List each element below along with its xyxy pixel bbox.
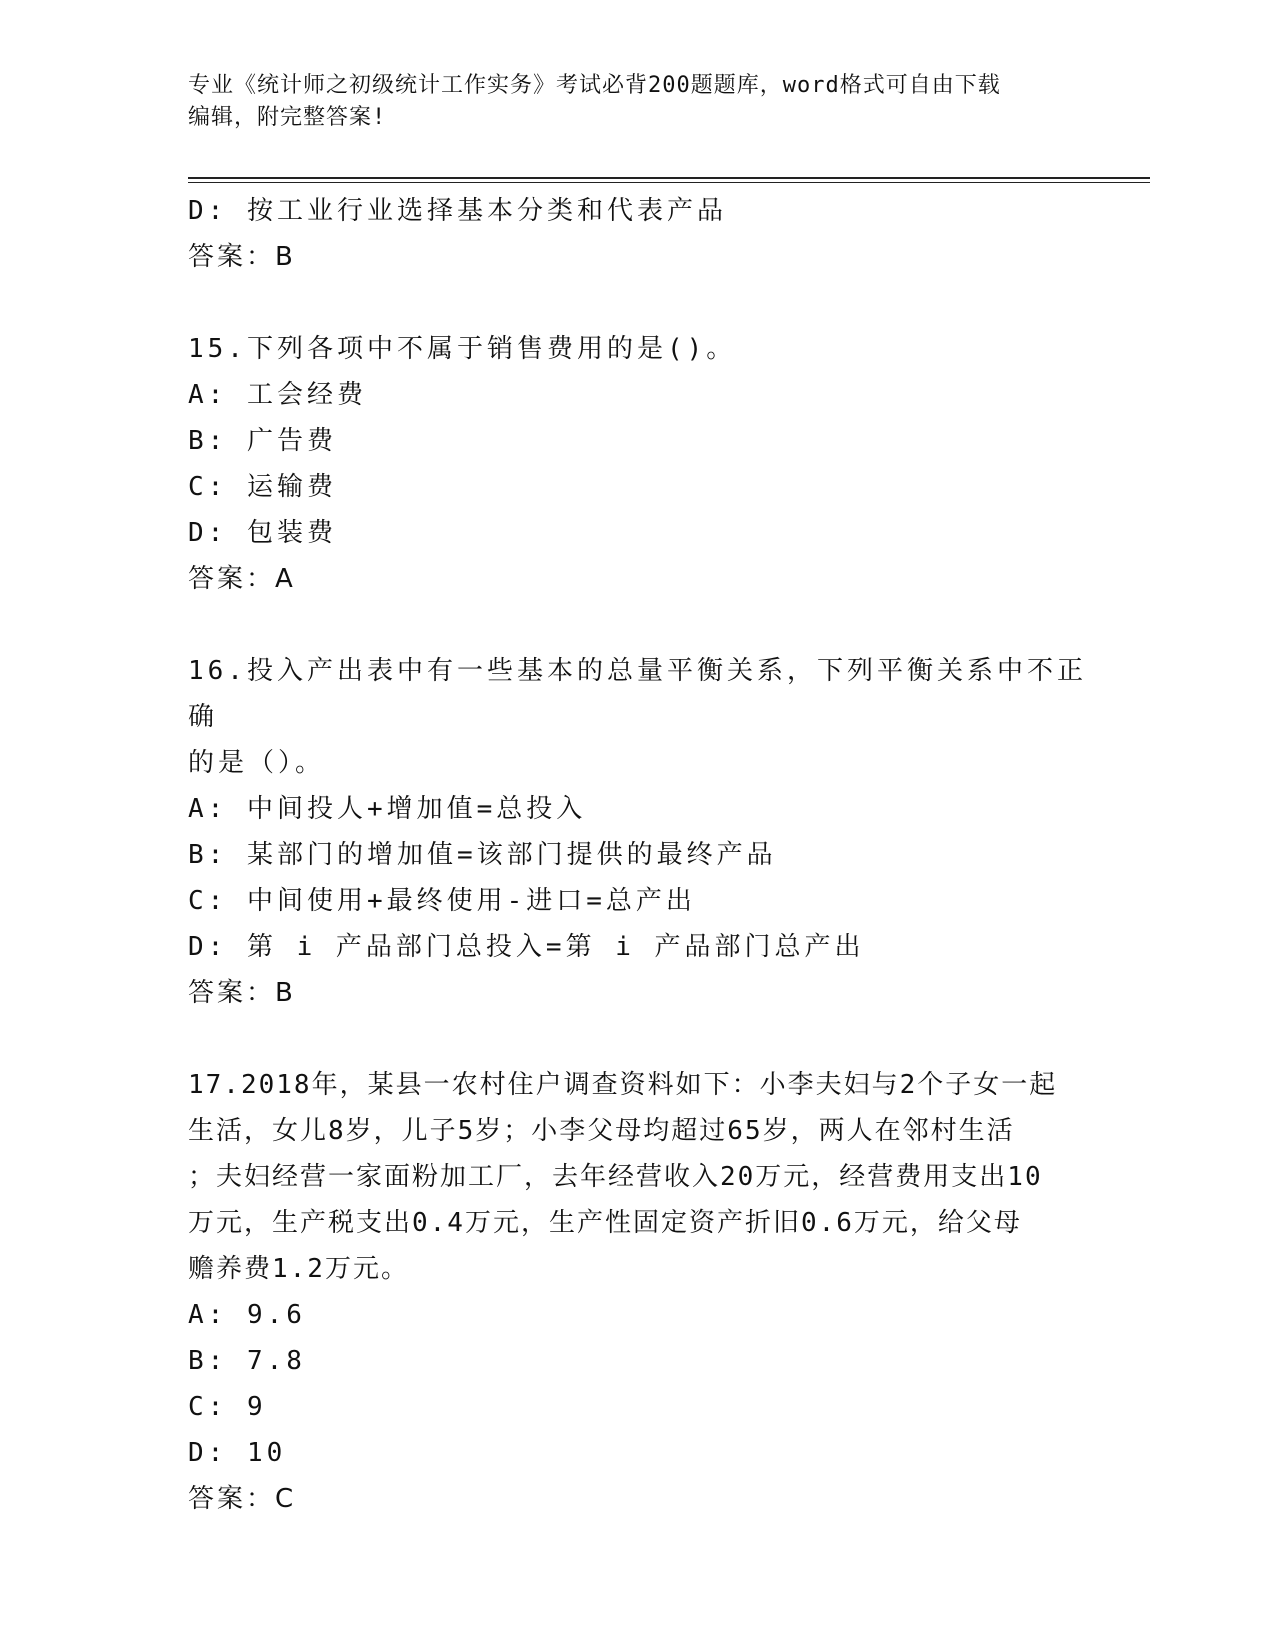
previous-question-tail <box>188 188 1088 280</box>
question-stem-line-3: ；夫妇经营一家面粉加工厂，去年经营收入20万元，经营费用支出10 <box>188 1162 1043 1192</box>
question-stem-line-4: 万元，生产税支出0.4万元，生产性固定资产折旧0.6万元，给父母 <box>188 1208 1022 1238</box>
answer-line: 答案：C <box>188 1484 297 1514</box>
answer-line: 答案：B <box>188 242 296 272</box>
option-b: B: 广告费 <box>188 426 337 456</box>
option-d: D: 包装费 <box>188 518 337 548</box>
option-a: A: 9.6 <box>188 1300 306 1330</box>
option-b: B: 7.8 <box>188 1346 306 1376</box>
option-c: C: 运输费 <box>188 472 337 502</box>
question-stem-line-1: 16.投入产出表中有一些基本的总量平衡关系，下列平衡关系中不正确 <box>188 656 1087 732</box>
question-15 <box>188 326 1088 602</box>
option-a: A: 工会经费 <box>188 380 367 410</box>
spacer <box>188 1016 1088 1062</box>
answer-line: 答案：B <box>188 978 296 1008</box>
header-divider-thin <box>188 182 1150 183</box>
question-stem-line-2: 生活，女儿8岁，儿子5岁；小李父母均超过65岁，两人在邻村生活 <box>188 1116 1015 1146</box>
option-b: B: 某部门的增加值=该部门提供的最终产品 <box>188 840 777 870</box>
option-c: C: 9 <box>188 1392 267 1422</box>
spacer <box>188 602 1088 648</box>
option-a: A: 中间投人+增加值=总投入 <box>188 794 587 824</box>
question-list <box>188 188 1088 1522</box>
question-stem-line-5: 赡养费1.2万元。 <box>188 1254 409 1284</box>
header-line-1: 专业《统计师之初级统计工作实务》考试必背200题题库，word格式可自由下载 <box>188 73 1001 98</box>
answer-line: 答案：A <box>188 564 296 594</box>
option-d: D: 按工业行业选择基本分类和代表产品 <box>188 196 727 226</box>
question-stem-line-2: 的是（）。 <box>188 748 326 778</box>
question-17 <box>188 1062 1088 1522</box>
question-16 <box>188 648 1088 1016</box>
spacer <box>188 280 1088 326</box>
option-d: D: 10 <box>188 1438 287 1468</box>
option-c: C: 中间使用+最终使用-进口=总产出 <box>188 886 696 916</box>
header-divider-thick <box>188 177 1150 179</box>
question-stem: 15.下列各项中不属于销售费用的是()。 <box>188 334 737 364</box>
document-header <box>188 70 1068 134</box>
option-d: D: 第 i 产品部门总投入=第 i 产品部门总产出 <box>188 932 865 962</box>
question-stem-line-1: 17.2018年，某县一农村住户调查资料如下：小李夫妇与2个子女一起 <box>188 1070 1058 1100</box>
header-line-2: 编辑，附完整答案! <box>188 105 387 130</box>
